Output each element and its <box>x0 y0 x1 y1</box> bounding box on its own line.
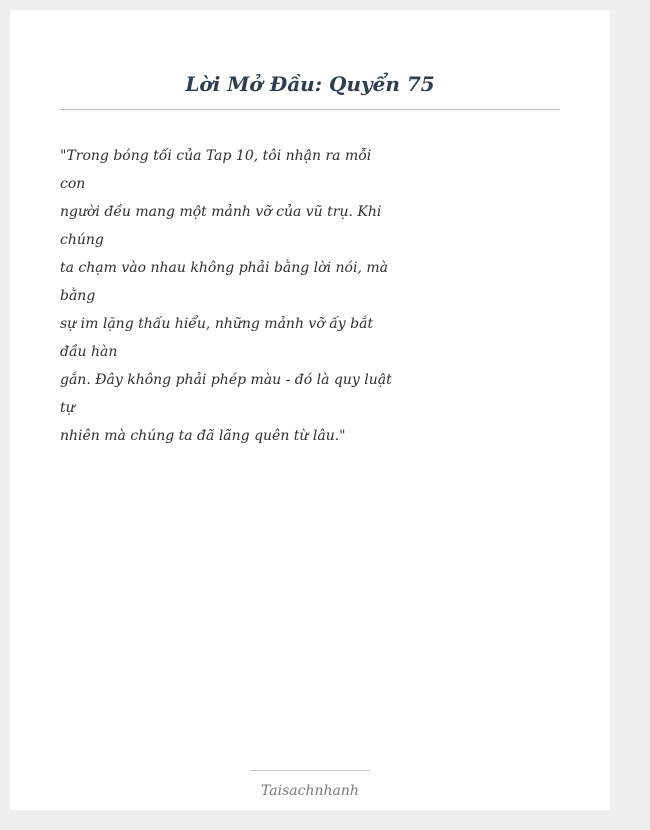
quote-line: tự <box>60 400 75 416</box>
document-page <box>10 10 610 810</box>
quote-line: chúng <box>60 232 104 248</box>
footer-brand: Taisachnhanh <box>261 783 359 799</box>
quote-line: nhiên mà chúng ta đã lãng quên từ lâu." <box>60 428 346 444</box>
title-divider <box>60 109 560 110</box>
footer-divider <box>250 770 370 771</box>
page-title: Lời Mở Đầu: Quyển 75 <box>185 72 435 96</box>
quote-line: ta chạm vào nhau không phải bằng lời nói, mà <box>60 260 388 276</box>
quote-line: "Trong bóng tối của Tap 10, tôi nhận ra mỗi <box>60 148 372 164</box>
quote-block <box>60 142 392 450</box>
quote-line: sự im lặng thấu hiểu, những mảnh vỡ ấy bắt <box>60 316 374 332</box>
quote-line: gắn. Đây không phải phép màu - đó là quy luật <box>60 372 392 388</box>
quote-line: người đều mang một mảnh vỡ của vũ trụ. Khi <box>60 204 382 220</box>
quote-line: bằng <box>60 288 96 304</box>
quote-line: đầu hàn <box>60 344 118 360</box>
quote-line: con <box>60 176 86 192</box>
